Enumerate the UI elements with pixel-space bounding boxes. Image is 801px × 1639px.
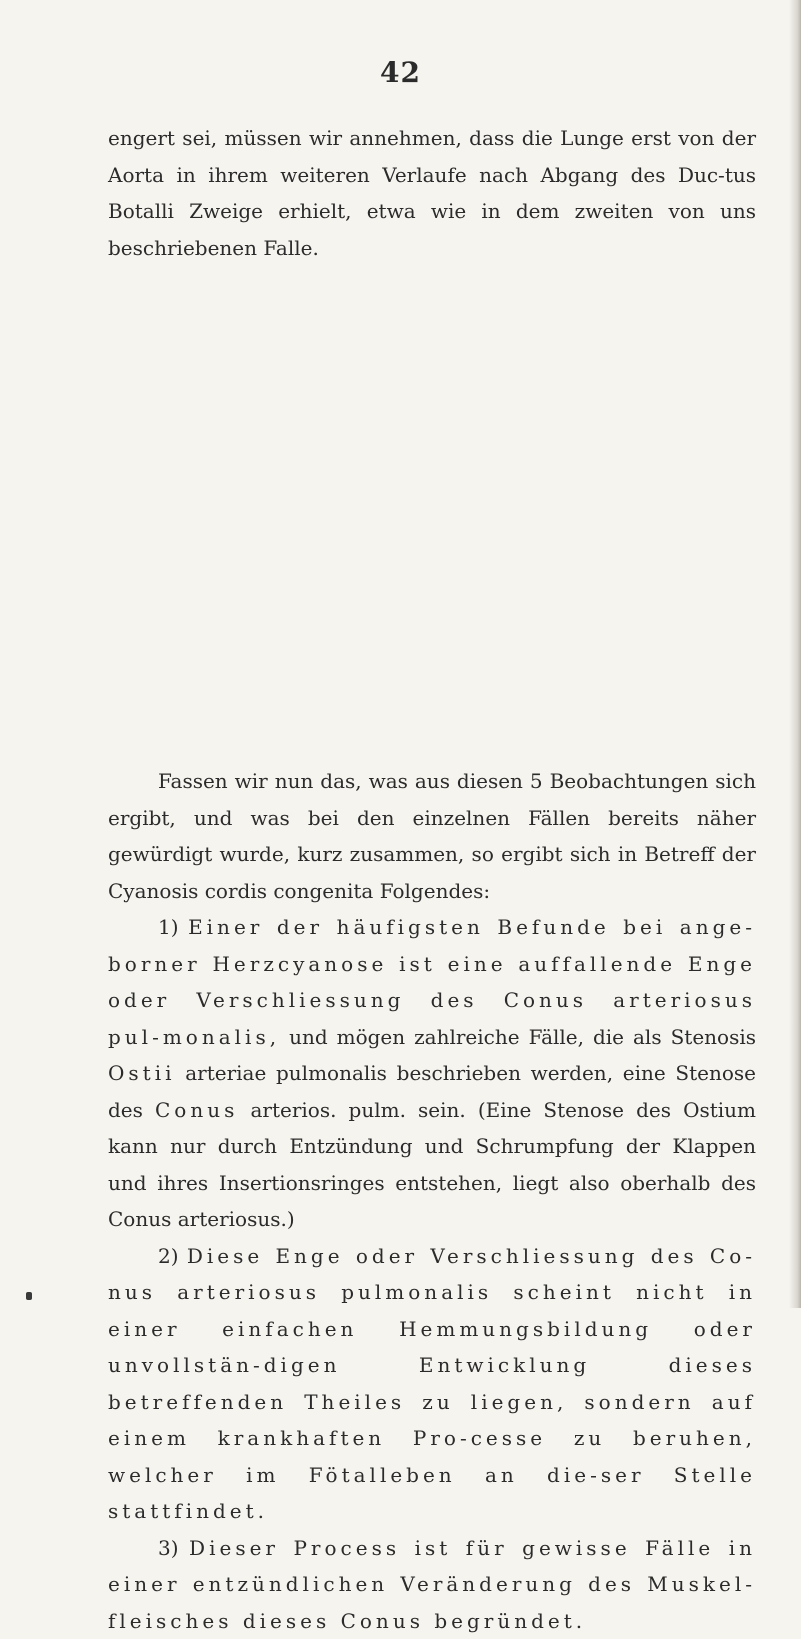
spaced-text: Ostii — [108, 1061, 176, 1085]
spaced-text: Conus — [155, 1098, 238, 1122]
item-number: 3) — [158, 1536, 179, 1560]
list-item-2 — [108, 1238, 756, 1530]
body-text: und mögen zahlreiche Fälle, die als Stenosis — [289, 1025, 756, 1049]
body-text: arteriae pulmonalis beschrieben werden, eine Stenose des — [108, 1061, 756, 1122]
paragraph-continuation: engert sei, müssen wir annehmen, dass die Lunge erst von der Aorta in ihrem weiteren Verlaufe nach Abgang des Duc-tus Botalli Zweige erhielt, etwa wie in dem zweiten von uns beschriebenen Falle. — [108, 120, 756, 266]
list-item-3 — [108, 1530, 756, 1639]
spaced-text: Dieser Process ist für gewisse Fälle in einer entzündlichen Veränderung des Muskel-fleisches dieses Conus begründet. — [108, 1536, 756, 1633]
paragraph-intro: Fassen wir nun das, was aus diesen 5 Beobachtungen sich ergibt, und was bei den einzelnen Fällen bereits näher gewürdigt wurde, kurz zusammen, so ergibt sich in Betreff der Cyanosis cordis congenita Folgendes: — [108, 763, 756, 909]
continued-paragraph — [108, 120, 756, 266]
body-text: arterios. pulm. sein. (Eine Stenose des Ostium kann nur durch Entzündung und Schrumpfung der Klappen und ihres Insertionsringes entstehen, liegt also oberhalb des Conus arteriosus.) — [108, 1098, 756, 1232]
item-number: 1) — [158, 915, 179, 939]
spaced-text: Diese Enge oder Verschliessung des Co-nus arteriosus pulmonalis scheint nicht in einer einfachen Hemmungsbildung oder unvollstän-digen Entwicklung dieses betreffenden Theiles zu liegen, sondern auf einem krankhaften Pro-cesse zu beruhen, welcher im Fötalleben an die-ser Stelle stattfindet. — [108, 1244, 756, 1524]
list-item-1 — [108, 909, 756, 1238]
item-number: 2) — [158, 1244, 179, 1268]
page-edge — [789, 0, 801, 1308]
ink-mark — [26, 1292, 32, 1300]
summary-section — [108, 763, 756, 1639]
spaced-text: Einer der häufigsten Befunde bei ange-borner Herzcyanose ist eine auffallende Enge oder Verschliessung des Conus arteriosus pul-monalis, — [108, 915, 756, 1049]
page-number: 42 — [0, 56, 801, 89]
